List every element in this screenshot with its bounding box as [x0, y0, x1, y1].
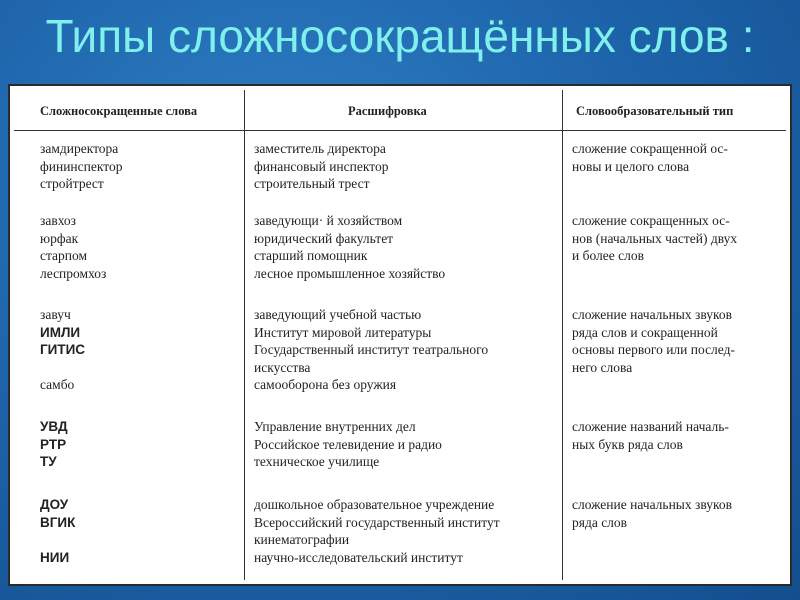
word-item: юрфак	[40, 230, 79, 246]
type-line: ных букв ряда слов	[572, 436, 683, 452]
column-divider-2	[562, 90, 563, 580]
words-group-2	[40, 212, 106, 282]
decoding-item: лесное промышленное хозяйство	[254, 265, 446, 281]
words-group-5	[40, 496, 75, 566]
decoding-item: дошкольное образовательное учреждение	[254, 497, 495, 512]
words-group-4	[40, 418, 68, 471]
type-line: ряда слов и сокращенной	[572, 324, 718, 340]
word-spacer	[40, 359, 85, 377]
decoding-item: искусства	[254, 359, 311, 375]
word-item: стройтрест	[40, 176, 104, 191]
decoding-item: техническое училище	[254, 454, 380, 469]
word-item: ВГИК	[40, 514, 76, 530]
decoding-item: самооборона без оружия	[254, 377, 397, 392]
decoding-item: Государственный институт театрального	[254, 342, 489, 357]
decoding-group-4	[254, 418, 442, 471]
word-item: ДОУ	[40, 497, 69, 512]
decoding-item: кинематографии	[254, 532, 350, 547]
header-type: Словообразовательный тип	[576, 104, 734, 118]
decoding-item: Институт мировой литературы	[254, 324, 432, 340]
word-item: старпом	[40, 248, 88, 263]
type-line: сложение начальных звуков	[572, 497, 732, 512]
word-types-table	[8, 84, 792, 586]
header-words: Сложносокращенные слова	[40, 104, 198, 118]
type-line: сложение сокращенной ос-	[572, 141, 728, 156]
decoding-group-1	[254, 140, 388, 193]
type-line: и более слов	[572, 248, 644, 263]
decoding-item: научно-исследовательский институт	[254, 549, 463, 565]
word-item: самбо	[40, 377, 75, 392]
word-item: завхоз	[40, 213, 77, 228]
type-group-2	[572, 212, 737, 265]
type-group-4	[572, 418, 729, 453]
type-group-5	[572, 496, 732, 531]
word-item: РТР	[40, 436, 67, 452]
column-divider-1	[244, 90, 245, 580]
type-group-3	[572, 306, 735, 376]
words-group-3	[40, 306, 85, 394]
word-item: завуч	[40, 307, 71, 322]
type-group-1	[572, 140, 728, 175]
decoding-item: Управление внутренних дел	[254, 419, 416, 434]
decoding-group-5	[254, 496, 500, 566]
type-line: новы и целого слова	[572, 158, 690, 174]
word-item: ИМЛИ	[40, 324, 81, 340]
decoding-item: строительный трест	[254, 176, 370, 191]
decoding-item: финансовый инспектор	[254, 158, 389, 174]
word-item: УВД	[40, 419, 68, 434]
type-line: сложение названий началь-	[572, 419, 729, 434]
word-item: замдиректора	[40, 141, 119, 156]
slide-title: Типы сложносокращённых слов :	[45, 10, 755, 62]
decoding-item: заведующий учебной частью	[254, 307, 422, 322]
type-line: нов (начальных частей) двух	[572, 230, 738, 246]
decoding-item: заместитель директора	[254, 141, 386, 156]
type-line: сложение сокращенных ос-	[572, 213, 730, 228]
word-item: ТУ	[40, 454, 57, 469]
word-item: НИИ	[40, 549, 70, 565]
word-item: фининспектор	[40, 158, 123, 174]
word-item: ГИТИС	[40, 342, 86, 357]
decoding-item: Всероссийский государственный институт	[254, 514, 500, 530]
type-line: него слова	[572, 359, 633, 375]
decoding-item: заведующи· й хозяйством	[254, 213, 403, 228]
header-divider	[14, 130, 786, 131]
decoding-group-2	[254, 212, 445, 282]
words-group-1	[40, 140, 122, 193]
word-spacer	[40, 531, 75, 549]
type-line: сложение начальных звуков	[572, 307, 732, 322]
decoding-item: юридический факультет	[254, 230, 394, 246]
decoding-group-3	[254, 306, 488, 394]
header-decoding: Расшифровка	[348, 104, 427, 118]
decoding-item: старший помощник	[254, 248, 368, 263]
word-item: леспромхоз	[40, 265, 107, 281]
type-line: основы первого или послед-	[572, 342, 735, 357]
type-line: ряда слов	[572, 514, 628, 530]
decoding-item: Российское телевидение и радио	[254, 436, 442, 452]
